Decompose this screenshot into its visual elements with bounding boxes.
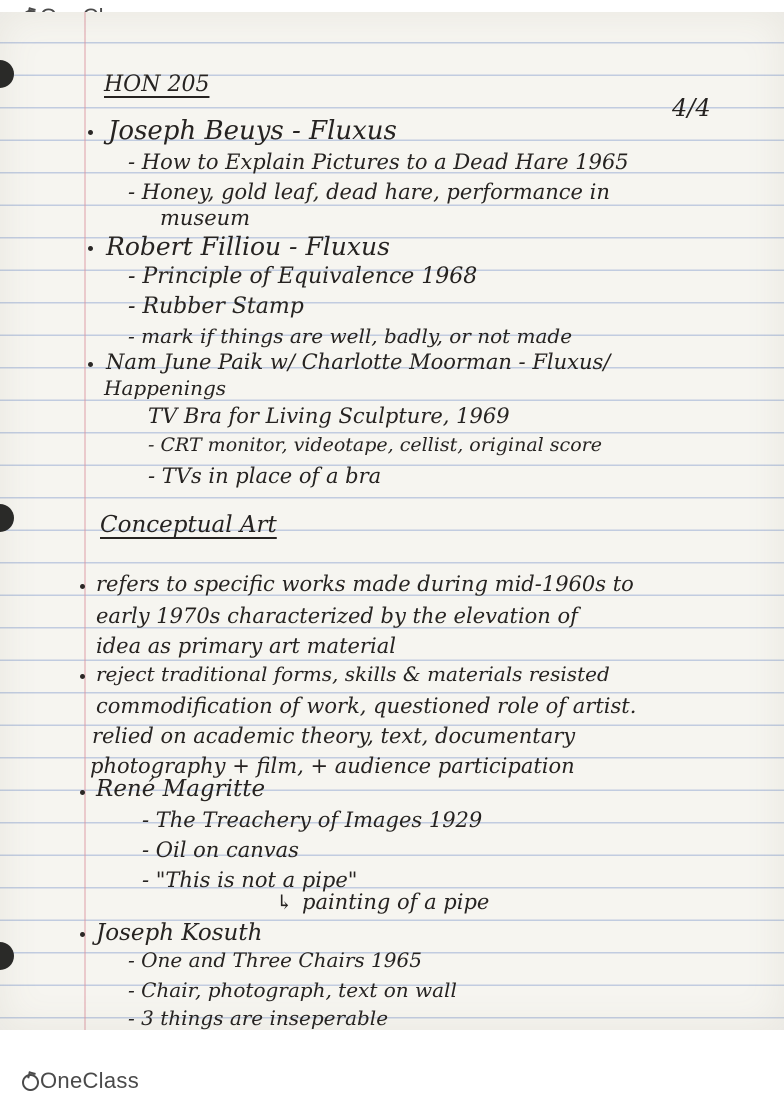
bullet <box>80 674 85 679</box>
note-line: - Rubber Stamp <box>128 294 304 319</box>
note-line: Happenings <box>104 376 227 400</box>
note-line: refers to specific works made during mid-1960s to <box>96 572 634 596</box>
bullet <box>88 130 93 135</box>
note-line: - "This is not a pipe" <box>142 868 358 892</box>
note-line: museum <box>160 206 251 230</box>
bullet <box>80 932 85 937</box>
section-heading: Conceptual Art <box>100 512 277 538</box>
note-line: - Principle of Equivalence 1968 <box>128 264 478 289</box>
note-line: Robert Filliou - Fluxus <box>106 232 390 261</box>
binder-hole-icon <box>0 504 14 532</box>
brand-name: OneClass <box>40 1068 139 1093</box>
notebook-page <box>0 12 784 1030</box>
arrow-icon: ↳ <box>276 890 293 914</box>
note-line: - 3 things are inseperable <box>128 1006 389 1030</box>
course-code: HON 205 <box>104 72 210 97</box>
note-line: - Oil on canvas <box>142 838 299 862</box>
note-line: - Chair, photograph, text on wall <box>128 978 457 1002</box>
binder-hole-icon <box>0 942 14 970</box>
note-line: reject traditional forms, skills & materials resisted <box>96 662 610 686</box>
note-line: - The Treachery of Images 1929 <box>142 808 483 832</box>
note-line: painting of a pipe <box>302 890 490 914</box>
bullet <box>80 584 85 589</box>
oneclass-o-icon <box>22 1074 39 1091</box>
note-line: relied on academic theory, text, documentary <box>92 724 576 748</box>
note-line: Joseph Beuys - Fluxus <box>108 116 397 146</box>
note-line: Nam June Paik w/ Charlotte Moorman - Fluxus/ <box>106 350 611 374</box>
note-line: - CRT monitor, videotape, cellist, original score <box>148 434 602 456</box>
note-line: early 1970s characterized by the elevation of <box>96 604 578 628</box>
binder-hole-icon <box>0 60 14 88</box>
note-line: photography + film, + audience participation <box>90 754 575 778</box>
bullet <box>88 246 93 251</box>
bullet <box>88 362 93 367</box>
note-line: - One and Three Chairs 1965 <box>128 948 422 972</box>
note-line: commodification of work, questioned role of artist. <box>96 694 637 718</box>
note-line: - Honey, gold leaf, dead hare, performance in <box>128 180 610 204</box>
note-line: - mark if things are well, badly, or not made <box>128 324 573 348</box>
note-date: 4/4 <box>672 94 711 122</box>
oneclass-logo-bottom <box>22 1068 139 1094</box>
note-line: - How to Explain Pictures to a Dead Hare 1965 <box>128 150 629 174</box>
note-line: idea as primary art material <box>96 634 396 658</box>
note-line: René Magritte <box>96 776 266 802</box>
note-line: TV Bra for Living Sculpture, 1969 <box>148 404 510 428</box>
note-line: Joseph Kosuth <box>96 920 263 946</box>
bullet <box>80 790 85 795</box>
note-line: - TVs in place of a bra <box>148 464 382 488</box>
